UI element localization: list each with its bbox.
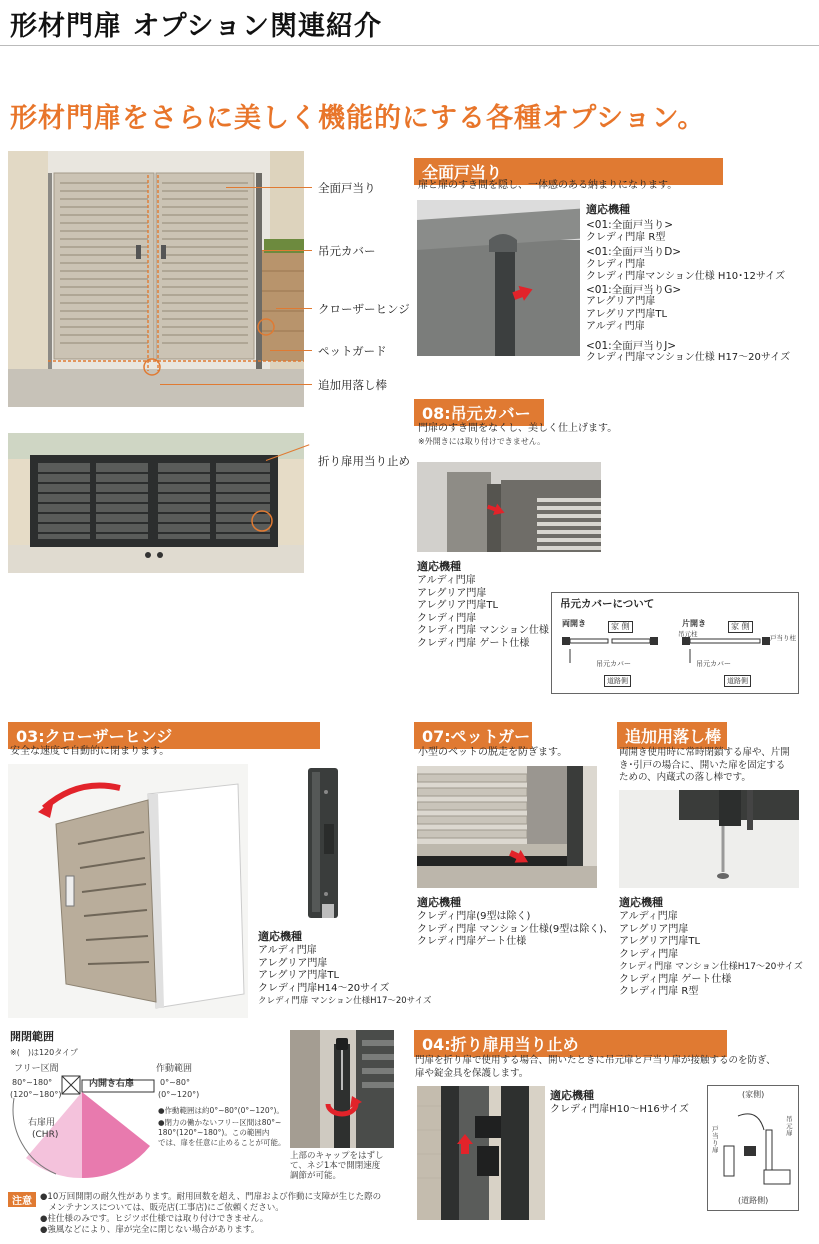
ori-diagram-road: (道路側): [738, 1196, 769, 1205]
closer-cap-note-1: て、ネジ1本で開閉速度: [290, 1161, 381, 1171]
closer-range-title: 開閉範囲: [10, 1030, 54, 1043]
zenmen-line-3: クレディ門扉: [586, 258, 646, 270]
tsurimoto-diagram-house-1: 家 側: [608, 621, 633, 633]
section-title-otoshi: 追加用落し棒: [617, 722, 727, 749]
otoshi-applicable-title: 適応機種: [619, 896, 663, 909]
ori-photo: [417, 1086, 545, 1220]
closer-desc: 安全な速度で自動的に閉まります。: [10, 746, 170, 757]
closer-range-note: ※( )は120タイプ: [10, 1048, 78, 1057]
otoshi-applicable: [619, 894, 803, 999]
otoshi-desc: [619, 747, 790, 785]
otoshi-desc-2: ための、内蔵式の落し棒です。: [619, 772, 751, 783]
zenmen-photo: [417, 200, 580, 356]
zenmen-line-5: <01:全面戸当りG>: [586, 283, 682, 296]
ori-diagram-house: (家側): [742, 1090, 765, 1099]
tsurimoto-diagram-tsurimoto-pole: 吊元柱: [678, 630, 698, 638]
ori-applicable-title: 適応機種: [550, 1089, 594, 1102]
ori-desc-1: 扉や錠金具を保護します。: [415, 1067, 529, 1079]
otoshi-line-6: クレディ門扉 R型: [619, 986, 699, 997]
otoshi-desc-1: き･引戸の場合に、開いた扉を固定する: [619, 759, 786, 771]
callout-line-otoshi: [160, 384, 312, 385]
ori-line-0: クレディ門扉H10～H16サイズ: [550, 1104, 689, 1115]
ori-diagram-right: 吊元扉: [786, 1115, 793, 1137]
zenmen-line-8: アルディ門扉: [586, 321, 645, 332]
closer-cap-photo: [290, 1030, 394, 1148]
tsurimoto-line-1: アレグリア門扉: [417, 587, 487, 599]
tsurimoto-photo: [417, 462, 601, 552]
callout-line-tsurimoto: [262, 250, 312, 251]
zenmen-line-0: <01:全面戸当り>: [586, 219, 673, 231]
zenmen-line-9: <01:全面戸当りJ>: [586, 339, 677, 352]
callout-ori: 折り扉用当り止め: [318, 454, 410, 468]
tsurimoto-diagram-todomari-pole: 戸当り柱: [770, 634, 796, 642]
closer-door-label: 内開き右扉: [89, 1079, 135, 1089]
headline: 形材門扉をさらに美しく機能的にする各種オプション。: [10, 103, 706, 134]
page-title: 形材門扉 オプション関連紹介: [10, 11, 382, 42]
zenmen-line-10: クレディ門扉マンション仕様 H17～20サイズ: [586, 352, 791, 363]
tsurimoto-line-2: アレグリア門扉TL: [417, 600, 499, 611]
notes-line-0: ●10万回開閉の耐久性があります。耐用回数を超え、門扉および作動に支障が生じた際の: [40, 1192, 382, 1202]
zenmen-line-7: アレグリア門扉TL: [586, 308, 668, 320]
closer-photo: [8, 764, 248, 1018]
otoshi-line-4: クレディ門扉 マンション仕様H17～20サイズ: [619, 962, 803, 972]
closer-action-value: 0°~80°: [160, 1078, 190, 1087]
callout-tsurimoto: 吊元カバー: [318, 244, 376, 258]
closer-hinge-photo: [296, 764, 352, 920]
pet-photo: [417, 766, 597, 888]
tsurimoto-note: ※外開きには取り付けできません。: [418, 437, 546, 446]
tsurimoto-diagram-road-2: 道路側: [724, 675, 751, 687]
ori-diagram-left: 戸当り扉: [712, 1125, 719, 1154]
ori-diagram: [707, 1085, 799, 1211]
pet-applicable-title: 適応機種: [417, 896, 461, 909]
section-title-pet: 07:ペットガード: [414, 722, 532, 749]
tsurimoto-diagram-cover-1: 吊元カバー: [596, 660, 631, 668]
section-title-tsurimoto: 08:吊元カバー: [414, 399, 544, 426]
pet-desc: 小型のペットの脱走を防ぎます。: [418, 747, 568, 758]
closer-bullet-2: 180°(120°~180°)。この範囲内: [158, 1128, 270, 1137]
otoshi-line-3: クレディ門扉: [619, 948, 679, 960]
closer-line-0: アルディ門扉: [258, 945, 317, 956]
gate-photo-main: [8, 151, 304, 407]
closer-right-door: 右扉用: [28, 1118, 56, 1128]
closer-applicable: [258, 928, 432, 1008]
otoshi-line-5: クレディ門扉 ゲート仕様: [619, 973, 732, 985]
closer-bullet-3: では、扉を任意に止めることが可能。: [158, 1138, 286, 1147]
closer-bullet-1: ●閉力の働かないフリー区間は80°~: [158, 1118, 282, 1127]
closer-line-4: クレディ門扉 マンション仕様H17～20サイズ: [258, 996, 432, 1006]
tsurimoto-line-5: クレディ門扉 ゲート仕様: [417, 637, 530, 649]
pet-line-2: クレディ門扉ゲート仕様: [417, 936, 527, 947]
callout-line-pet: [270, 350, 312, 351]
closer-free-label: フリー区間: [14, 1064, 59, 1074]
otoshi-line-2: アレグリア門扉TL: [619, 936, 701, 947]
tsurimoto-diagram-ryobiraki: 両開き: [562, 619, 586, 628]
closer-bullets: [158, 1106, 286, 1148]
notes-line-3: ●強風などにより、扉が完全に閉じない場合があります。: [40, 1225, 260, 1235]
closer-applicable-title: 適応機種: [258, 930, 302, 943]
notes-line-1: メンテナンスについては、販売店(工事店)にご依頼ください。: [40, 1203, 284, 1213]
closer-cap-note: [290, 1151, 384, 1181]
closer-line-2: アレグリア門扉TL: [258, 970, 340, 981]
tsurimoto-applicable-title: 適応機種: [417, 560, 461, 573]
tsurimoto-line-3: クレディ門扉: [417, 612, 477, 624]
tsurimoto-diagram-katabiraki: 片開き: [682, 619, 706, 628]
callout-pet: ペットガード: [318, 344, 387, 358]
ori-desc-0: 門扉を折り扉で使用する場合、開いたときに吊元扉と戸当り扉が接触するのを防ぎ、: [415, 1055, 776, 1066]
otoshi-line-0: アルディ門扉: [619, 911, 678, 922]
notes-label: 注意: [8, 1192, 36, 1207]
notes: [40, 1192, 381, 1236]
ori-desc: [415, 1055, 776, 1080]
zenmen-applicable-title: 適応機種: [586, 203, 630, 216]
section-title-ori: 04:折り扉用当り止め: [414, 1030, 727, 1057]
section-title-closer: 03:クローザーヒンジ: [8, 722, 320, 749]
tsurimoto-diagram-title: 吊元カバーについて: [560, 598, 655, 610]
notes-line-2: ●柱仕様のみです。ヒジツボ仕様では取り付けできません。: [40, 1214, 269, 1224]
zenmen-line-4: クレディ門扉マンション仕様 H10･12サイズ: [586, 271, 786, 282]
callout-zenmen: 全面戸当り: [318, 181, 376, 195]
callout-otoshi: 追加用落し棒: [318, 378, 387, 392]
closer-bullet-0: ●作動範囲は約0°~80°(0°~120°)。: [158, 1106, 284, 1115]
closer-line-3: クレディ門扉H14～20サイズ: [258, 982, 390, 994]
tsurimoto-applicable: [417, 558, 549, 650]
pet-line-1: クレディ門扉 マンション仕様(9型は除く)、: [417, 923, 614, 935]
closer-action-label: 作動範囲: [156, 1064, 193, 1074]
closer-free-value: 80°~180°: [12, 1078, 53, 1087]
zenmen-line-1: クレディ門扉 R型: [586, 231, 666, 243]
closer-line-1: アレグリア門扉: [258, 957, 328, 969]
section-title-zenmen: 全面戸当り: [414, 158, 723, 185]
tsurimoto-diagram-house-2: 家 側: [728, 621, 753, 633]
pet-applicable: [417, 894, 613, 949]
otoshi-desc-0: 両開き使用時に常時閉鎖する扉や、片開: [619, 747, 790, 758]
callout-line-closer: [276, 308, 312, 309]
closer-chr: (CHR): [32, 1130, 59, 1140]
zenmen-line-2: <01:全面戸当りD>: [586, 246, 682, 258]
tsurimoto-line-4: クレディ門扉 マンション仕様: [417, 625, 549, 636]
callout-line-zenmen: [226, 187, 312, 188]
otoshi-line-1: アレグリア門扉: [619, 923, 689, 935]
callout-closer: クローザーヒンジ: [318, 302, 410, 316]
otoshi-photo: [619, 790, 799, 888]
ori-applicable: [550, 1087, 689, 1117]
closer-action-value2: (0°~120°): [158, 1090, 200, 1099]
tsurimoto-diagram: [551, 592, 799, 694]
pet-line-0: クレディ門扉(9型は除く): [417, 911, 531, 922]
zenmen-applicable: [586, 201, 790, 365]
closer-cap-note-2: 調節が可能。: [290, 1171, 342, 1181]
closer-cap-note-0: 上部のキャップをはずし: [290, 1151, 384, 1161]
closer-free-value2: (120°~180°): [10, 1090, 62, 1099]
title-divider: [0, 45, 819, 46]
tsurimoto-diagram-road-1: 道路側: [604, 675, 631, 687]
tsurimoto-line-0: アルディ門扉: [417, 575, 476, 586]
gate-photo-folding: [8, 433, 304, 573]
tsurimoto-desc: 門扉のすき間をなくし、美しく仕上げます。: [418, 423, 618, 434]
zenmen-line-6: アレグリア門扉: [586, 296, 656, 307]
zenmen-desc: 扉と扉のすき間を隠し、一体感のある納まりになります。: [418, 180, 678, 191]
tsurimoto-diagram-cover-2: 吊元カバー: [696, 660, 731, 668]
